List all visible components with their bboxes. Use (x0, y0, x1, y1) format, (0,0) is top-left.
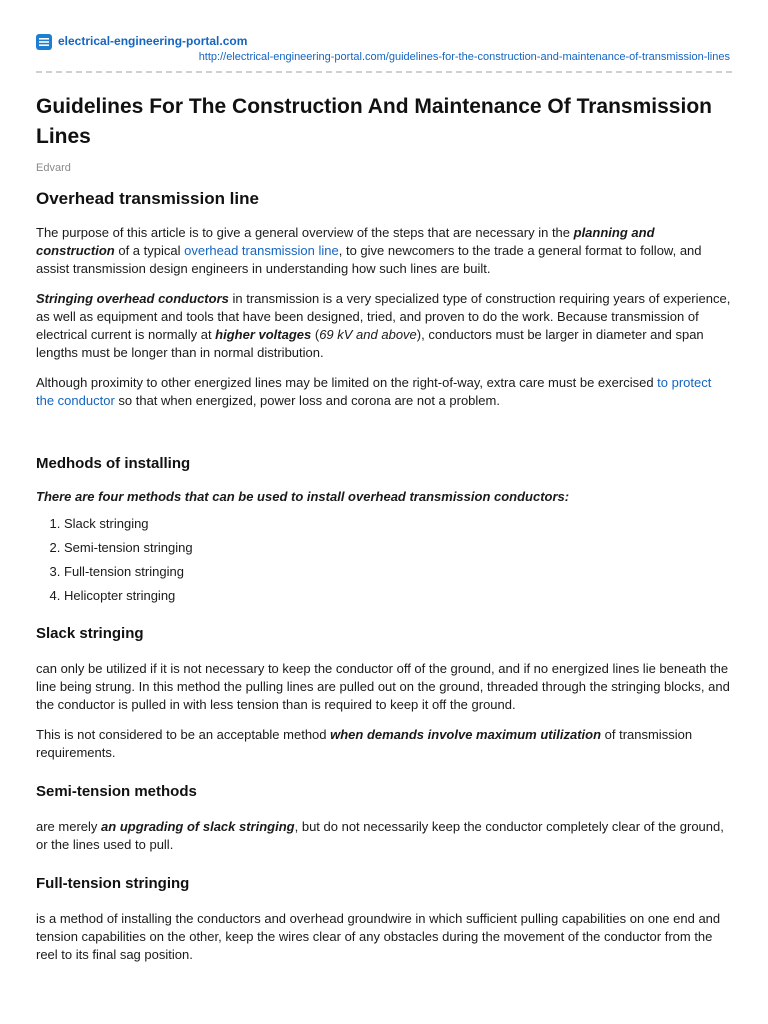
list-item: 3. Full-tension stringing (64, 560, 732, 584)
emphasis: an upgrading of slack stringing (101, 819, 295, 834)
paragraph-proximity (36, 374, 732, 410)
text: This is not considered to be an acceptable method (36, 727, 331, 742)
heading-methods: Medhods of installing (36, 455, 191, 472)
text: requirements. (36, 745, 116, 760)
text: are merely (36, 819, 102, 834)
paragraph-semi (36, 818, 732, 854)
paragraph-slack: can only be utilized if it is not necessary to keep the conductor off of the ground, and if no energized lines lie beneath the line being strung. In this method the pulling lines are pulled out on the ground, threaded through the stringing blocks, and the conductor is pulled in with less tension than is required to keep it off the ground. (36, 661, 730, 712)
text: in transmission is a very specialized type of construction requiring years of experience, as well as equipment and tools that have been designed, tried, and proven to do the work. Because transmission of electrical current is normally at (36, 291, 731, 342)
emphasis: Stringing overhead conductors (36, 291, 229, 306)
methods-intro: There are four methods that can be used to install overhead transmission conductors: (36, 489, 570, 504)
heading-slack: Slack stringing (36, 625, 144, 642)
heading-full: Full-tension stringing (36, 875, 190, 892)
text: of a typical (114, 243, 185, 258)
methods-list (36, 512, 732, 608)
emphasis: when demands involve maximum utilization (330, 727, 602, 742)
header-divider (36, 71, 732, 73)
text: ), conductors must be larger in diameter and span lengths must be longer than in normal distribution. (36, 327, 704, 360)
paragraph-full: is a method of installing the conductors and overhead groundwire in which sufficient pulling capabilities on one end and tension capabilities on the other, keep the wires clear of any obstacles during the movement of the conductor from the reel to its final sag position. (36, 911, 721, 962)
list-item: 1. Slack stringing (64, 512, 732, 536)
site-header (36, 30, 732, 63)
article-author: Edvard (36, 162, 71, 174)
site-name-link[interactable]: electrical-engineering-portal.com (58, 34, 248, 48)
heading-overhead: Overhead transmission line (36, 189, 259, 208)
text: of transmission (601, 727, 693, 742)
list-item: 2. Semi-tension stringing (64, 536, 732, 560)
paragraph-stringing (36, 290, 732, 362)
italic-text: 69 kV and above (319, 327, 417, 342)
text: , to give newcomers to the trade a general format to follow, and assist transmission design engineers in understanding how such lines are built. (36, 243, 702, 276)
link-protect-conductor[interactable]: to protect the conductor (36, 375, 712, 408)
paragraph-slack-acceptable (36, 726, 732, 762)
emphasis: planning and construction (36, 225, 655, 258)
text: so that when energized, power loss and corona are not a problem. (114, 393, 500, 408)
article-body (36, 188, 732, 964)
site-logo-icon[interactable] (36, 34, 52, 50)
text: The purpose of this article is to give a general overview of the steps that are necessary in the (36, 225, 574, 240)
text: , but do not necessarily keep the conductor completely clear of the ground, or the lines used to pull. (36, 819, 724, 852)
page (36, 30, 732, 962)
text: ( (311, 327, 320, 342)
link-overhead-transmission-line[interactable]: overhead transmission line (184, 243, 339, 258)
heading-semi: Semi-tension methods (36, 783, 197, 800)
article-title: Guidelines For The Construction And Maintenance Of Transmission Lines (36, 95, 712, 148)
text: Although proximity to other energized lines may be limited on the right-of-way, extra care must be exercised (36, 375, 658, 390)
emphasis: higher voltages (215, 327, 312, 342)
paragraph-purpose (36, 224, 732, 278)
article-url-link[interactable]: http://electrical-engineering-portal.com/guidelines-for-the-construction-and-maintenance-of-transmission-lines (198, 51, 730, 63)
list-item: 4. Helicopter stringing (64, 584, 732, 608)
